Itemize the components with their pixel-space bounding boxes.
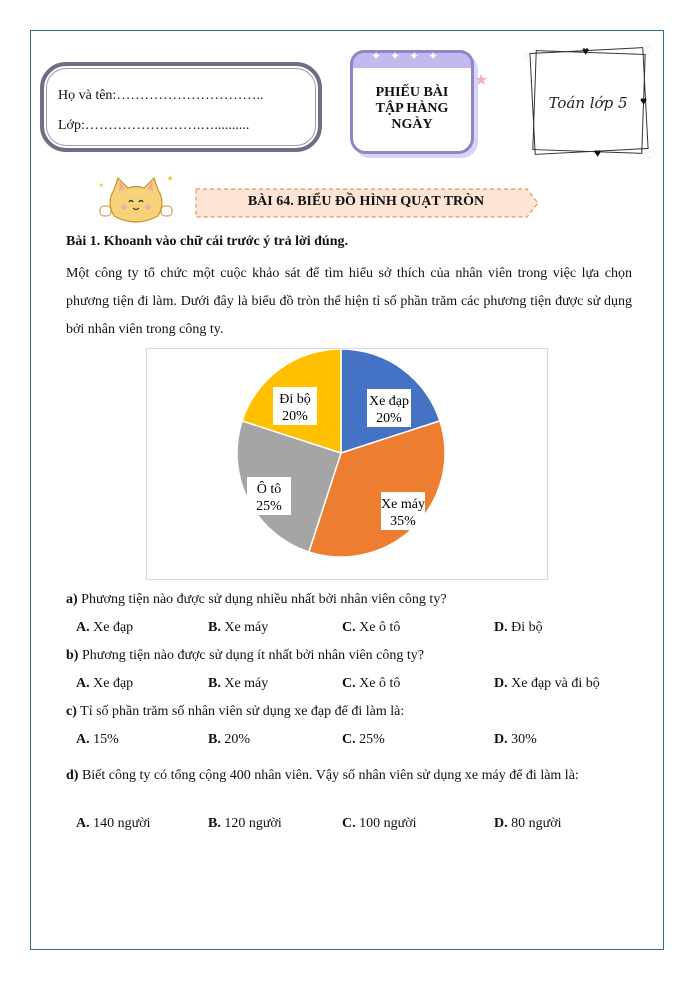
option-text: 80 người [511,816,562,831]
option-text: 100 người [359,816,417,831]
worksheet-title [353,85,471,133]
data-label: 35% [390,514,416,529]
question-1 [66,592,632,608]
option-text: Xe máy [224,676,269,691]
lesson-title: BÀI 64. BIỂU ĐỒ HÌNH QUẠT TRÒN [247,194,485,209]
option-letter: B. [208,816,221,831]
option-letter: C. [342,816,356,831]
data-label: 20% [376,411,402,426]
question-2 [66,648,632,664]
lesson-banner [193,188,539,218]
subject-label: Toán lớp 5 [548,94,628,112]
svg-text:✦: ✦ [166,174,175,185]
option-letter: A. [76,816,90,831]
question-label: c) [66,704,77,719]
option-text: Xe ô tô [359,676,401,691]
pie-chart [147,349,547,579]
option-text: Xe ô tô [359,620,401,635]
subject-frame [524,44,655,162]
name-field-label[interactable]: Họ và tên:………………………….. [58,88,264,103]
title-line-3: NGÀY [391,117,433,132]
heart-icon: ♡ [644,148,655,162]
question-4 [66,762,632,790]
option-letter: D. [494,816,508,831]
option-letter: A. [76,620,90,635]
option-text: Đi bộ [511,620,543,635]
answer-option[interactable] [494,732,537,748]
answer-option[interactable] [342,620,400,636]
answer-option[interactable] [208,816,282,832]
question-text: Tỉ số phần trăm số nhân viên sử dụng xe đạp để đi làm là: [80,704,405,719]
answer-option[interactable] [208,732,250,748]
heart-icon: ♡ [524,52,535,66]
svg-text:✦: ✦ [98,181,105,190]
option-letter: D. [494,732,508,747]
answer-option[interactable] [76,732,119,748]
heart-icon: ♡ [642,44,653,58]
answer-option[interactable] [208,620,268,636]
answer-option[interactable] [494,816,562,832]
option-letter: D. [494,676,508,691]
option-text: Xe đạp và đi bộ [511,676,600,691]
answer-option[interactable] [494,676,600,692]
sparkle-dots-icon: ✦✦✦✦ [371,49,448,63]
question-label: a) [66,592,78,607]
option-text: Xe đạp [93,676,134,691]
title-line-2: TẬP HÀNG [375,101,449,116]
worksheet-title-card [350,50,474,154]
option-letter: C. [342,732,356,747]
heart-icon: ♥ [594,146,602,160]
answer-option[interactable] [342,816,417,832]
exercise-title: Bài 1. Khoanh vào chữ cái trước ý trả lời đúng. [66,234,348,249]
cat-icon [96,172,176,232]
answer-option[interactable] [76,676,133,692]
option-letter: C. [342,676,356,691]
option-letter: B. [208,676,221,691]
option-text: 30% [511,732,537,747]
star-icon: ★ [474,72,489,89]
answer-option[interactable] [208,676,268,692]
category-label: Xe đạp [368,394,410,409]
answer-option[interactable] [342,732,385,748]
option-letter: A. [76,732,90,747]
answer-option[interactable] [76,816,151,832]
category-label: Ô tô [256,482,282,497]
option-text: 25% [359,732,385,747]
question-text: Phương tiện nào được sử dụng nhiều nhất bởi nhân viên công ty? [81,592,447,607]
heart-icon: ♥ [582,44,590,58]
category-label: Đi bộ [279,392,311,407]
category-label: Xe máy [381,497,425,512]
answer-option[interactable] [494,620,543,636]
heart-icon: ♥ [640,94,648,108]
option-text: 120 người [224,816,282,831]
class-field-label[interactable]: Lớp:…………………….….......... [58,118,250,133]
question-3 [66,704,632,720]
question-text: Phương tiện nào được sử dụng ít nhất bởi nhân viên công ty? [81,648,424,663]
option-letter: D. [494,620,508,635]
option-text: 140 người [93,816,151,831]
answer-option[interactable] [342,676,400,692]
option-letter: C. [342,620,356,635]
pie-chart-box [146,348,548,580]
exercise-intro: Một công ty tổ chức một cuộc khảo sát để tìm hiểu sở thích của nhân viên trong việc lựa chọn phương tiện đi làm. Dưới đây là biểu đồ tròn thể hiện tỉ số phần trăm các phương tiện được sử dụng bởi nhân viên trong công ty. [66,266,632,337]
option-letter: A. [76,676,90,691]
title-line-1: PHIẾU BÀI [375,85,449,100]
option-text: Xe máy [224,620,269,635]
student-info-box [40,62,322,152]
option-letter: B. [208,620,221,635]
question-label: b) [66,648,79,663]
question-text: Biết công ty có tổng cộng 400 nhân viên. Vậy số nhân viên sử dụng xe máy để đi làm là: [81,768,579,783]
answer-option[interactable] [76,620,133,636]
option-text: Xe đạp [93,620,134,635]
data-label: 20% [282,409,308,424]
option-text: 15% [93,732,119,747]
data-label: 25% [256,499,282,514]
option-text: 20% [224,732,251,747]
question-label: d) [66,768,79,783]
option-letter: B. [208,732,221,747]
